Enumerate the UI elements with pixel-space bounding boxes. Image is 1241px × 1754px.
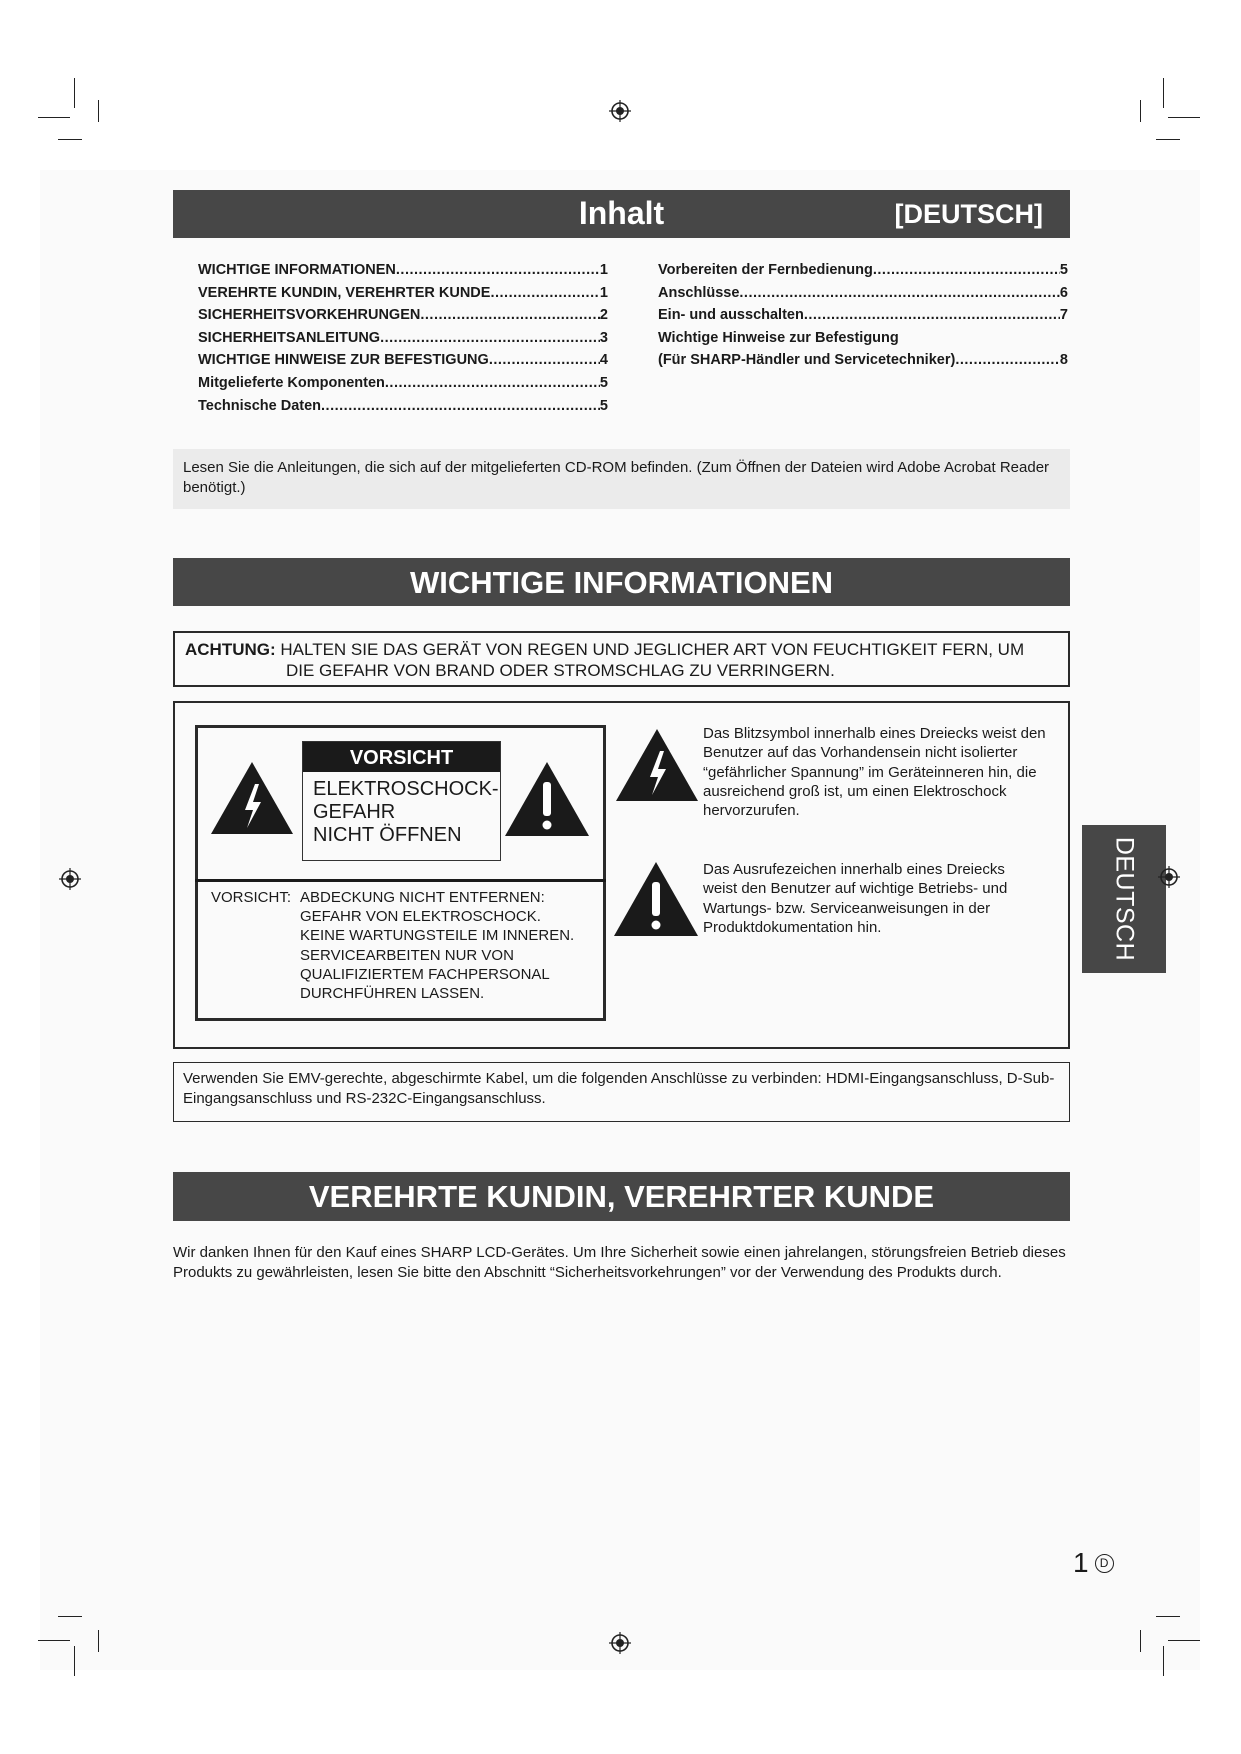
toc-entry-label: VEREHRTE KUNDIN, VEREHRTER KUNDE	[198, 284, 491, 301]
vorsicht-bottom-line: SERVICEARBEITEN NUR VON	[300, 946, 514, 964]
toc-entry[interactable]	[198, 372, 608, 395]
cd-rom-note: Lesen Sie die Anleitungen, die sich auf der mitgelieferten CD-ROM befinden. (Zum Öffnen der Dateien wird Adobe Acrobat Reader benötigt.)	[173, 449, 1070, 509]
toc-entry-label: Technische Daten	[198, 397, 322, 414]
vorsicht-bottom-line: ABDECKUNG NICHT ENTFERNEN:	[300, 889, 545, 906]
achtung-text-line2: DIE GEFAHR VON BRAND ODER STROMSCHLAG ZU VERRINGERN.	[286, 661, 835, 680]
toc-entry[interactable]	[198, 327, 608, 350]
toc-entry-label: Ein- und ausschalten	[658, 307, 804, 324]
toc-entry[interactable]	[658, 282, 1068, 305]
toc-entry[interactable]	[198, 259, 608, 282]
toc-title: Inhalt	[578, 195, 665, 231]
vorsicht-bottom-text	[211, 888, 601, 1003]
toc-entry-page: 1	[599, 284, 608, 301]
vorsicht-line3: NICHT ÖFFNEN	[313, 824, 462, 846]
important-info-title: WICHTIGE INFORMATIONEN	[409, 565, 834, 600]
lightning-warning-icon	[209, 760, 295, 836]
toc-entry[interactable]	[658, 349, 1068, 372]
language-side-tab[interactable]	[1082, 825, 1166, 973]
registration-mark-left-icon	[59, 868, 81, 890]
toc-entry[interactable]	[658, 259, 1068, 282]
vorsicht-line1: ELEKTROSCHOCK-	[313, 778, 499, 800]
page-language-mark: D	[1095, 1554, 1114, 1573]
toc-entry-label: Mitgelieferte Komponenten	[198, 374, 385, 391]
vorsicht-inner-box	[302, 741, 501, 861]
caution-label-divider	[195, 879, 606, 882]
toc-entry-page: 6	[1059, 284, 1068, 301]
page-number-value: 1	[1073, 1547, 1089, 1578]
achtung-label: ACHTUNG:	[185, 640, 276, 659]
vorsicht-header: VORSICHT	[303, 742, 500, 772]
lightning-symbol-explanation: Das Blitzsymbol innerhalb eines Dreiecks weist den Benutzer auf das Vorhandensein nicht isolierter “gefährlicher Spannung” im Geräteinneren hin, die ausreichend groß ist, um einen Elektroschock hervorzurufen.	[703, 725, 1046, 820]
toc-entry-page: 1	[599, 262, 608, 278]
toc-right-column	[658, 259, 1068, 372]
exclamation-warning-icon	[503, 760, 591, 838]
toc-entry-page: 3	[599, 329, 608, 346]
toc-entry-label: Anschlüsse	[658, 284, 740, 301]
registration-mark-right-icon	[1158, 866, 1180, 888]
toc-header-bar	[173, 190, 1070, 238]
lightning-symbol-icon	[614, 727, 700, 803]
toc-entry-label: SICHERHEITSANLEITUNG	[198, 329, 381, 346]
toc-entry-label: (Für SHARP-Händler und Servicetechniker)	[658, 352, 956, 369]
toc-entry-page: 7	[1059, 307, 1068, 324]
toc-entry-page: 5	[1059, 262, 1068, 278]
toc-entry-label: Vorbereiten der Fernbedienung	[658, 262, 873, 278]
vorsicht-bottom-line: KEINE WARTUNGSTEILE IM INNEREN.	[300, 927, 575, 945]
toc-entry-page: 4	[599, 352, 608, 369]
customer-body-text: Wir danken Ihnen für den Kauf eines SHARP LCD-Gerätes. Um Ihre Sicherheit sowie einen jahrelangen, störungsfreien Betrieb dieses Produkts zu gewährleisten, lesen Sie bitte den Abschnitt “Sicherheitsvorkehrungen” vor der Verwendung des Produkts durch.	[173, 1244, 1066, 1281]
toc-entry[interactable]	[198, 349, 608, 372]
toc-left-column	[198, 259, 608, 417]
toc-entry-label: WICHTIGE HINWEISE ZUR BEFESTIGUNG	[198, 352, 489, 369]
important-info-header-bar	[173, 558, 1070, 606]
toc-entry-page: 2	[599, 307, 608, 324]
vorsicht-line2: GEFAHR	[313, 801, 396, 823]
vorsicht-bottom-line: GEFAHR VON ELEKTROSCHOCK.	[300, 908, 541, 926]
vorsicht-bottom-label: VORSICHT:	[211, 889, 292, 906]
page-number	[1073, 1547, 1114, 1579]
vorsicht-bottom-line: DURCHFÜHREN LASSEN.	[300, 985, 485, 1003]
achtung-text-line1: HALTEN SIE DAS GERÄT VON REGEN UND JEGLICHER ART VON FEUCHTIGKEIT FERN, UM	[280, 640, 1025, 659]
registration-mark-top-icon	[609, 100, 631, 122]
toc-entry-page: 5	[599, 374, 608, 391]
toc-language-label: [DEUTSCH]	[894, 199, 1043, 229]
language-side-tab-label: DEUTSCH	[1110, 836, 1139, 962]
toc-entry-page: 8	[1059, 352, 1068, 369]
toc-entry-page: 5	[599, 397, 608, 414]
toc-entry-label: Wichtige Hinweise zur Befestigung	[658, 329, 899, 346]
emv-cable-note: Verwenden Sie EMV-gerechte, abgeschirmte Kabel, um die folgenden Anschlüsse zu verbinden: HDMI-Eingangsanschluss, D-Sub-Eingangsanschluss und RS-232C-Eingangsanschluss.	[173, 1062, 1070, 1122]
toc-entry[interactable]	[198, 304, 608, 327]
exclamation-symbol-explanation: Das Ausrufezeichen innerhalb eines Dreiecks weist den Benutzer auf wichtige Betriebs- und Wartungs- bzw. Serviceanweisungen in der Produktdokumentation hin.	[703, 861, 1008, 936]
exclamation-symbol-icon	[612, 860, 700, 938]
toc-entry[interactable]	[198, 282, 608, 305]
customer-section-title: VEREHRTE KUNDIN, VEREHRTER KUNDE	[308, 1179, 935, 1214]
toc-entry[interactable]	[658, 327, 1068, 350]
vorsicht-bottom-line: QUALIFIZIERTEM FACHPERSONAL	[300, 965, 550, 983]
achtung-warning-box	[173, 631, 1070, 687]
toc-entry-label: WICHTIGE INFORMATIONEN	[198, 262, 396, 278]
toc-entry[interactable]	[658, 304, 1068, 327]
toc-entry[interactable]	[198, 395, 608, 418]
registration-mark-bottom-icon	[609, 1632, 631, 1654]
customer-header-bar	[173, 1172, 1070, 1221]
toc-entry-label: SICHERHEITSVORKEHRUNGEN	[198, 307, 421, 324]
